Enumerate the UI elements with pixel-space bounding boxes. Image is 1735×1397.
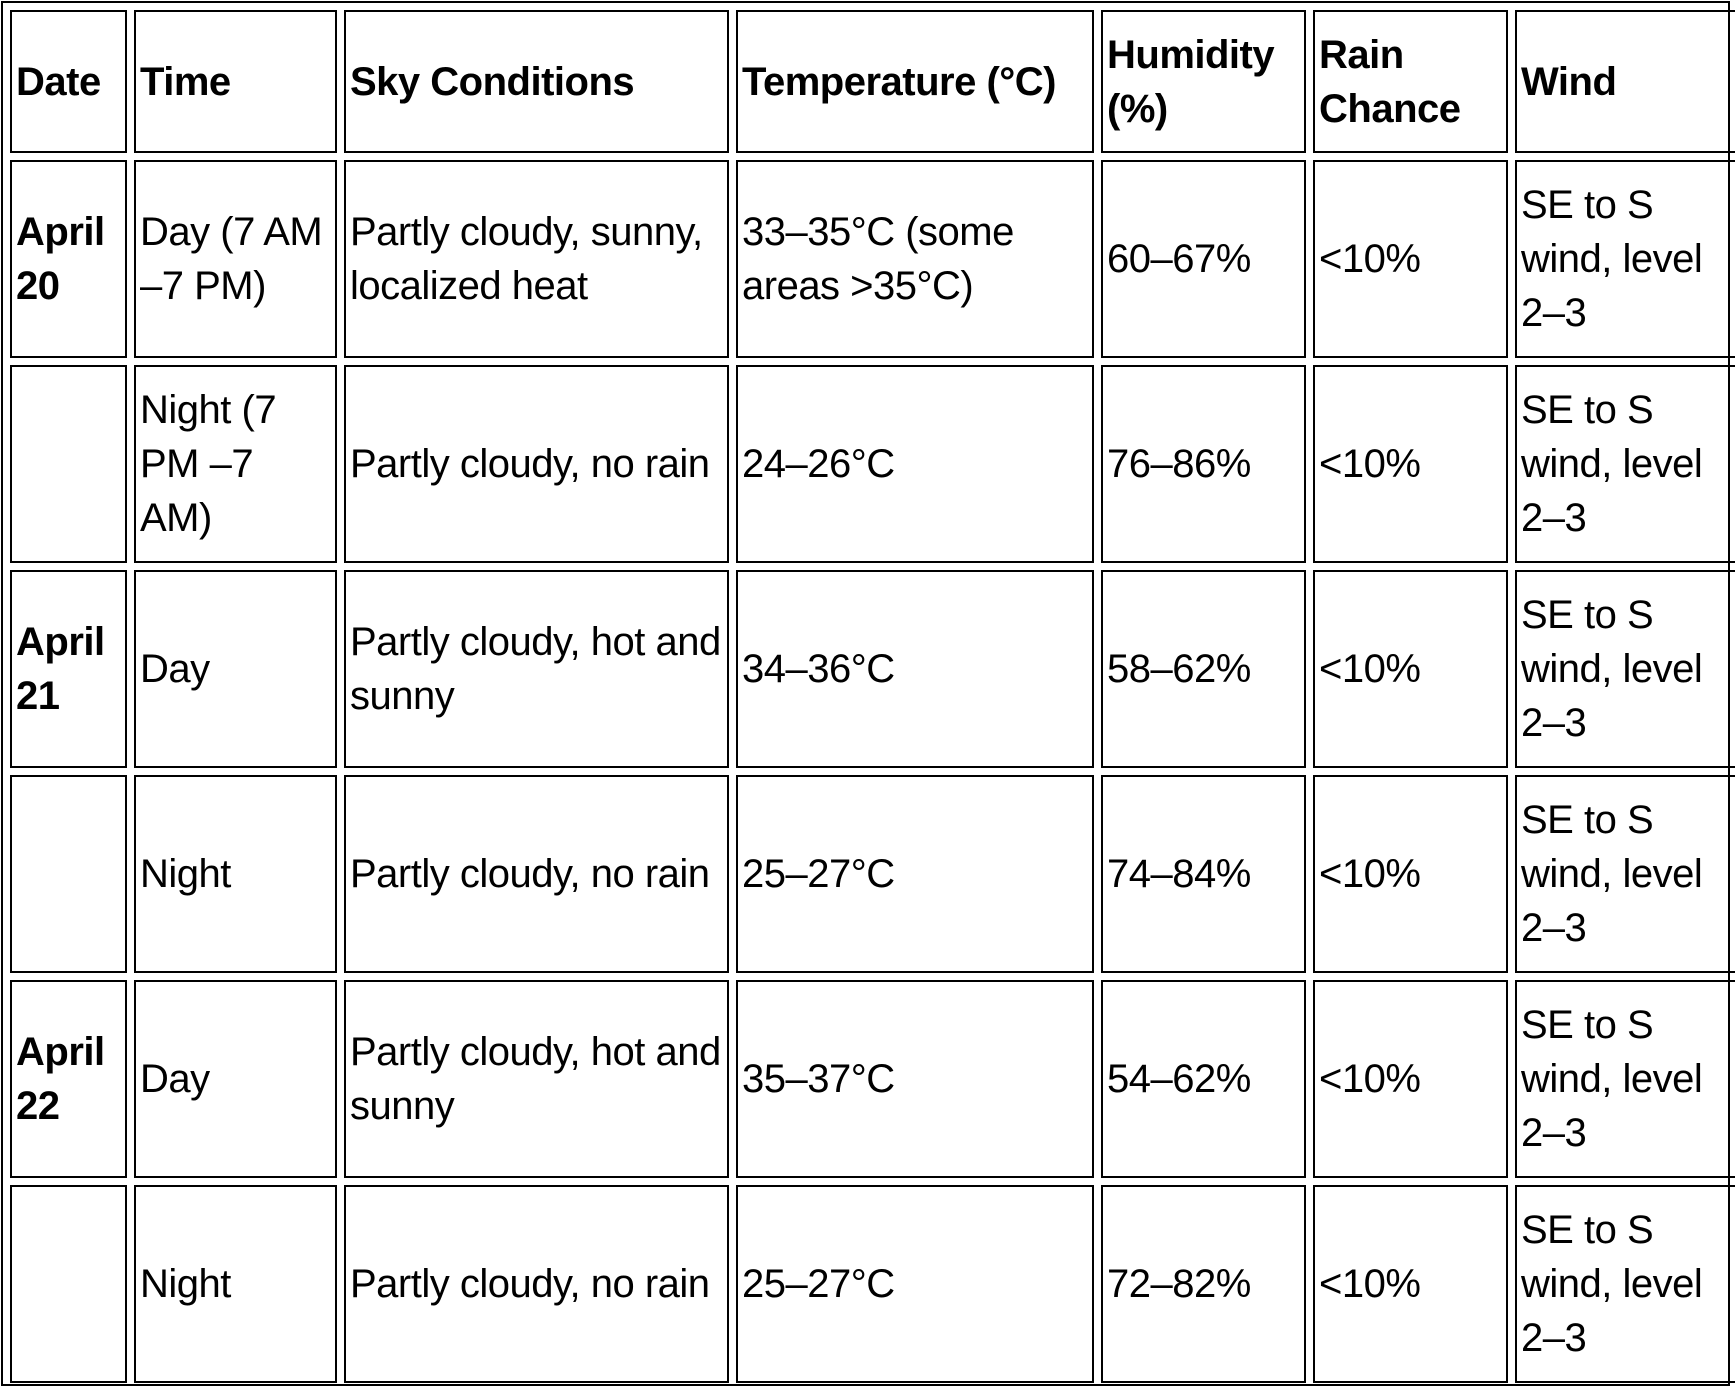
rain-chance-cell: <10%: [1313, 160, 1508, 358]
header-date: Date: [10, 10, 127, 153]
date-cell: [10, 365, 127, 563]
humidity-cell: 54–62%: [1101, 980, 1306, 1178]
sky-conditions-cell: Partly cloudy, hot and sunny: [344, 570, 729, 768]
table-row: [10, 980, 1735, 1178]
humidity-cell: 76–86%: [1101, 365, 1306, 563]
temperature-cell: 35–37°C: [736, 980, 1094, 1178]
header-humidity: Humidity (%): [1101, 10, 1306, 153]
time-cell: Night: [134, 775, 337, 973]
sky-conditions-cell: Partly cloudy, no rain: [344, 1185, 729, 1383]
wind-cell: SE to S wind, level 2–3: [1515, 1185, 1735, 1383]
header-row: [10, 10, 1735, 153]
time-cell: Night: [134, 1185, 337, 1383]
rain-chance-cell: <10%: [1313, 775, 1508, 973]
wind-cell: SE to S wind, level 2–3: [1515, 775, 1735, 973]
wind-cell: SE to S wind, level 2–3: [1515, 570, 1735, 768]
time-cell: Day: [134, 570, 337, 768]
header-sky-conditions: Sky Conditions: [344, 10, 729, 153]
humidity-cell: 60–67%: [1101, 160, 1306, 358]
humidity-cell: 58–62%: [1101, 570, 1306, 768]
header-temperature: Temperature (°C): [736, 10, 1094, 153]
wind-cell: SE to S wind, level 2–3: [1515, 160, 1735, 358]
date-cell: April 22: [10, 980, 127, 1178]
sky-conditions-cell: Partly cloudy, sunny, localized heat: [344, 160, 729, 358]
weather-forecast-table-container: [1, 1, 1730, 1386]
sky-conditions-cell: Partly cloudy, no rain: [344, 365, 729, 563]
table-row: [10, 1185, 1735, 1383]
temperature-cell: 33–35°C (some areas >35°C): [736, 160, 1094, 358]
header-wind: Wind: [1515, 10, 1735, 153]
table-row: [10, 365, 1735, 563]
wind-cell: SE to S wind, level 2–3: [1515, 365, 1735, 563]
temperature-cell: 25–27°C: [736, 1185, 1094, 1383]
weather-forecast-table: [3, 3, 1735, 1390]
header-rain-chance: Rain Chance: [1313, 10, 1508, 153]
sky-conditions-cell: Partly cloudy, hot and sunny: [344, 980, 729, 1178]
humidity-cell: 74–84%: [1101, 775, 1306, 973]
humidity-cell: 72–82%: [1101, 1185, 1306, 1383]
time-cell: Night (7 PM –7 AM): [134, 365, 337, 563]
table-row: [10, 775, 1735, 973]
date-cell: [10, 1185, 127, 1383]
time-cell: Day (7 AM –7 PM): [134, 160, 337, 358]
wind-cell: SE to S wind, level 2–3: [1515, 980, 1735, 1178]
time-cell: Day: [134, 980, 337, 1178]
rain-chance-cell: <10%: [1313, 980, 1508, 1178]
temperature-cell: 24–26°C: [736, 365, 1094, 563]
rain-chance-cell: <10%: [1313, 1185, 1508, 1383]
rain-chance-cell: <10%: [1313, 570, 1508, 768]
date-cell: [10, 775, 127, 973]
date-cell: April 21: [10, 570, 127, 768]
rain-chance-cell: <10%: [1313, 365, 1508, 563]
temperature-cell: 25–27°C: [736, 775, 1094, 973]
temperature-cell: 34–36°C: [736, 570, 1094, 768]
sky-conditions-cell: Partly cloudy, no rain: [344, 775, 729, 973]
date-cell: April 20: [10, 160, 127, 358]
table-row: [10, 160, 1735, 358]
header-time: Time: [134, 10, 337, 153]
table-row: [10, 570, 1735, 768]
